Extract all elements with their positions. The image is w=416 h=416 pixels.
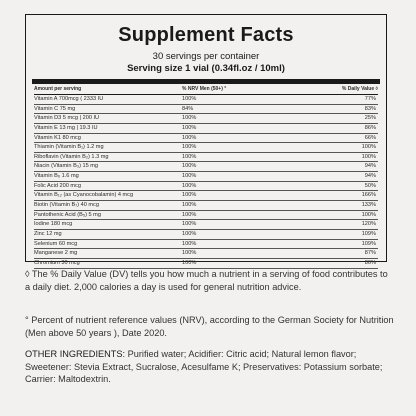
nrv-value: 100% <box>182 124 197 131</box>
dv-value: 133% <box>361 202 376 209</box>
other-ingredients <box>25 348 395 386</box>
table-header <box>34 86 378 95</box>
table-row <box>34 249 378 259</box>
divider-bar <box>32 79 380 84</box>
dv-value: 83% <box>364 105 376 112</box>
table-row <box>34 182 378 192</box>
serving-size: Serving size 1 vial (0.34fl.oz / 10ml) <box>127 63 285 74</box>
table-row <box>34 230 378 240</box>
table-row <box>34 124 378 134</box>
nutrient-name: Vitamin K1 80 mcg <box>34 134 81 141</box>
nrv-value: 100% <box>182 134 197 141</box>
dv-value: 100% <box>361 144 376 151</box>
nrv-value: 100% <box>182 144 197 151</box>
nrv-value: 100% <box>182 153 197 160</box>
nutrient-name: Vitamin B₁₂ (as Cyanocobalamin) 4 mcg <box>34 192 134 199</box>
ingredients-text: Purified water; Acidifier: Citric acid; Natural lemon flavor; Sweetener: Stevia Extract, Sucralose, Acesulfame K; Preservatives: Potassium sorbate; Carrier: Maltodextrin. <box>25 349 383 384</box>
dv-value: 86% <box>364 259 376 266</box>
table-row <box>34 105 378 115</box>
dv-value: 77% <box>364 96 376 102</box>
nrv-value: 100% <box>182 163 197 170</box>
nrv-value: 100% <box>182 259 197 266</box>
table-row <box>34 211 378 221</box>
dv-value: 109% <box>361 230 376 237</box>
nutrient-name: Thiamin (Vitamin B₁) 1.2 mg <box>34 144 104 151</box>
dv-value: 109% <box>361 240 376 247</box>
nutrient-name: Niacin (Vitamin B₃) 15 mg <box>34 163 99 170</box>
ingredients-label: OTHER INGREDIENTS: <box>25 349 126 359</box>
dv-value: 120% <box>361 221 376 228</box>
table-row <box>34 220 378 230</box>
nrv-value: 84% <box>182 105 194 112</box>
facts-title: Supplement Facts <box>118 24 294 46</box>
nutrient-name: Vitamin A 700mcg ( 2333 IU <box>34 96 104 102</box>
nutrient-name: Vitamin C 75 mg <box>34 105 76 112</box>
nrv-value: 100% <box>182 173 197 180</box>
dv-value: 50% <box>364 182 376 189</box>
nutrient-name: Chromium 30 mcg <box>34 259 80 266</box>
nrv-value: 100% <box>182 221 197 228</box>
header-dv: % Daily Value ◊ <box>341 86 378 92</box>
dv-value: 94% <box>364 163 376 170</box>
dv-value: 25% <box>364 115 376 122</box>
nrv-value: 100% <box>182 115 197 122</box>
nutrient-name: Riboflavin (Vitamin B₂) 1.3 mg <box>34 153 109 160</box>
nrv-note: ° Percent of nutrient reference values (NRV), according to the German Society for Nutrition (Men above 50 years ), Date 2020. <box>25 315 394 338</box>
supplement-facts-panel <box>25 14 387 266</box>
dv-value: 94% <box>364 173 376 180</box>
nutrient-table <box>34 95 378 269</box>
daily-value-note: ◊ The % Daily Value (DV) tells you how much a nutrient in a serving of food contributes to a daily diet. 2,000 calories a day is used for general nutrition advice. <box>25 269 388 292</box>
nrv-value: 100% <box>182 182 197 189</box>
nrv-value: 100% <box>182 250 197 257</box>
header-nrv: % NRV Men (50+) ° <box>182 86 227 92</box>
table-row <box>34 162 378 172</box>
table-row <box>34 240 378 250</box>
table-row <box>34 95 378 105</box>
table-row <box>34 172 378 182</box>
header-amount: Amount per serving <box>34 86 82 92</box>
table-row <box>34 143 378 153</box>
nrv-value: 100% <box>182 230 197 237</box>
table-row <box>34 114 378 124</box>
dv-value: 100% <box>361 211 376 218</box>
table-row <box>34 134 378 144</box>
dv-value: 100% <box>361 153 376 160</box>
dv-value: 87% <box>364 250 376 257</box>
nutrient-name: Vitamin E 13 mg | 19.3 IU <box>34 124 98 131</box>
nutrient-name: Vitamin D3 5 mcg | 200 IU <box>34 115 100 122</box>
nutrient-name: Folic Acid 200 mcg <box>34 182 81 189</box>
dv-value: 86% <box>364 124 376 131</box>
nrv-value: 100% <box>182 202 197 209</box>
servings-per-container: 30 servings per container <box>152 51 260 62</box>
nutrient-name: Zinc 12 mg <box>34 230 62 237</box>
nutrient-name: Selenium 60 mcg <box>34 240 78 247</box>
table-row <box>34 153 378 163</box>
nrv-value: 100% <box>182 96 197 102</box>
nrv-value: 100% <box>182 211 197 218</box>
nutrient-name: Iodine 180 mcg <box>34 221 73 228</box>
nutrient-name: Manganese 2 mg <box>34 250 78 257</box>
nutrient-name: Biotin (Vitamin B₇) 40 mcg <box>34 202 99 209</box>
nrv-value: 100% <box>182 192 197 199</box>
dv-value: 166% <box>361 192 376 199</box>
nrv-value: 100% <box>182 240 197 247</box>
nutrient-name: Vitamin B₆ 1.6 mg <box>34 173 79 180</box>
dv-value: 66% <box>364 134 376 141</box>
table-row <box>34 201 378 211</box>
table-row <box>34 191 378 201</box>
nutrient-name: Pantothenic Acid (B₅) 5 mg <box>34 211 101 218</box>
